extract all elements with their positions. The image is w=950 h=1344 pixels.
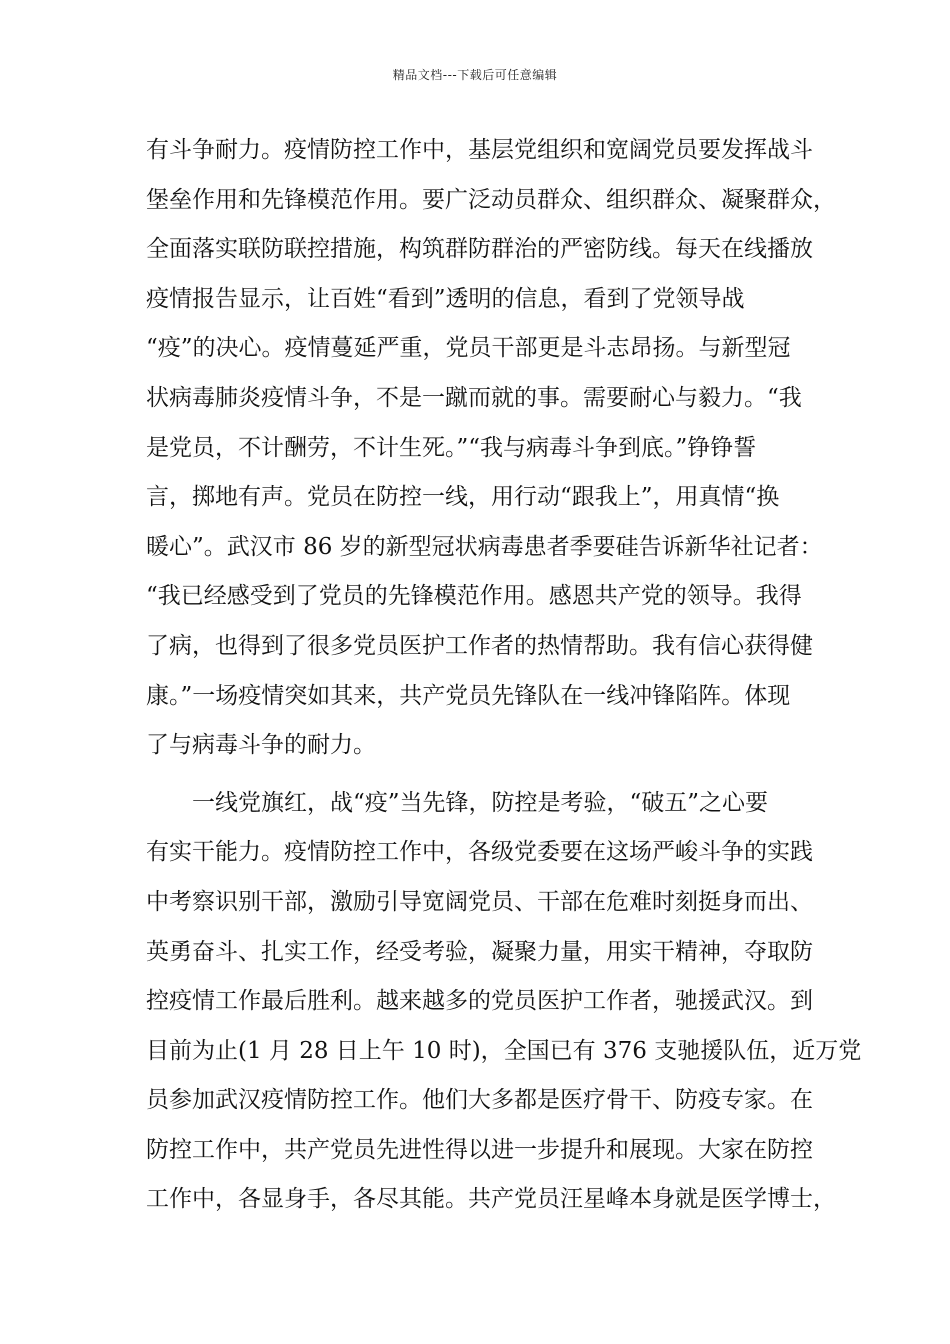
text-line: 工作中，各显身手，各尽其能。共产党员汪星峰本身就是医学博士， xyxy=(146,1186,836,1213)
text-line: 英勇奋斗、扎实工作，经受考验，凝聚力量，用实干精神，夺取防 xyxy=(146,938,813,965)
text-line: 有实干能力。疫情防控工作中，各级党委要在这场严峻斗争的实践 xyxy=(146,839,813,866)
text-line: 有斗争耐力。疫情防控工作中，基层党组织和宽阔党员要发挥战斗 xyxy=(146,137,813,163)
text-line: 暖心”。武汉市 86 岁的新型冠状病毒患者季要硅告诉新华社记者： xyxy=(146,533,823,560)
paragraph-2 xyxy=(146,779,862,1225)
text-line: 中考察识别干部，激励引导宽阔党员、干部在危难时刻挺身而出、 xyxy=(146,888,813,915)
text-line: 状病毒肺炎疫情斗争，不是一蹴而就的事。需要耐心与毅力。“我 xyxy=(146,384,802,411)
text-line: 堡垒作用和先锋模范作用。要广泛动员群众、组织群众、凝聚群众， xyxy=(146,186,836,213)
text-line: 了病，也得到了很多党员医护工作者的热情帮助。我有信心获得健 xyxy=(146,632,813,659)
text-line: 全面落实联防联控措施，构筑群防群治的严密防线。每天在线播放 xyxy=(146,236,813,263)
text-line: 是党员，不计酬劳，不计生死。”“我与病毒斗争到底。”铮铮誓 xyxy=(146,434,757,461)
text-line: 了与病毒斗争的耐力。 xyxy=(146,732,376,759)
text-line: 一线党旗红，战“疫”当先锋，防控是考验，“破五”之心要 xyxy=(146,789,769,816)
text-line: “疫”的决心。疫情蔓延严重，党员干部更是斗志昂扬。与新型冠 xyxy=(146,335,791,362)
text-line: 疫情报告显示，让百姓“看到”透明的信息，看到了党领导战 xyxy=(146,285,745,312)
paragraph-1 xyxy=(146,126,836,771)
document-body xyxy=(146,126,862,1225)
text-line: 防控工作中，共产党员先进性得以进一步提升和展现。大家在防控 xyxy=(146,1136,813,1163)
page-header: 精品文档---下载后可任意编辑 xyxy=(392,68,558,82)
paragraph-spacer xyxy=(146,771,826,779)
text-line: “我已经感受到了党员的先锋模范作用。感恩共产党的领导。我得 xyxy=(146,583,802,610)
text-line: 员参加武汉疫情防控工作。他们大多都是医疗骨干、防疫专家。在 xyxy=(146,1087,813,1114)
text-line: 目前为止(1 月 28 日上午 10 时)，全国已有 376 支驰援队伍，近万党 xyxy=(146,1037,862,1064)
text-line: 控疫情工作最后胜利。越来越多的党员医护工作者，驰援武汉。到 xyxy=(146,988,813,1015)
text-line: 康。”一场疫情突如其来，共产党员先锋队在一线冲锋陷阵。体现 xyxy=(146,682,791,709)
text-line: 言，掷地有声。党员在防控一线，用行动“跟我上”，用真情“换 xyxy=(146,484,780,511)
